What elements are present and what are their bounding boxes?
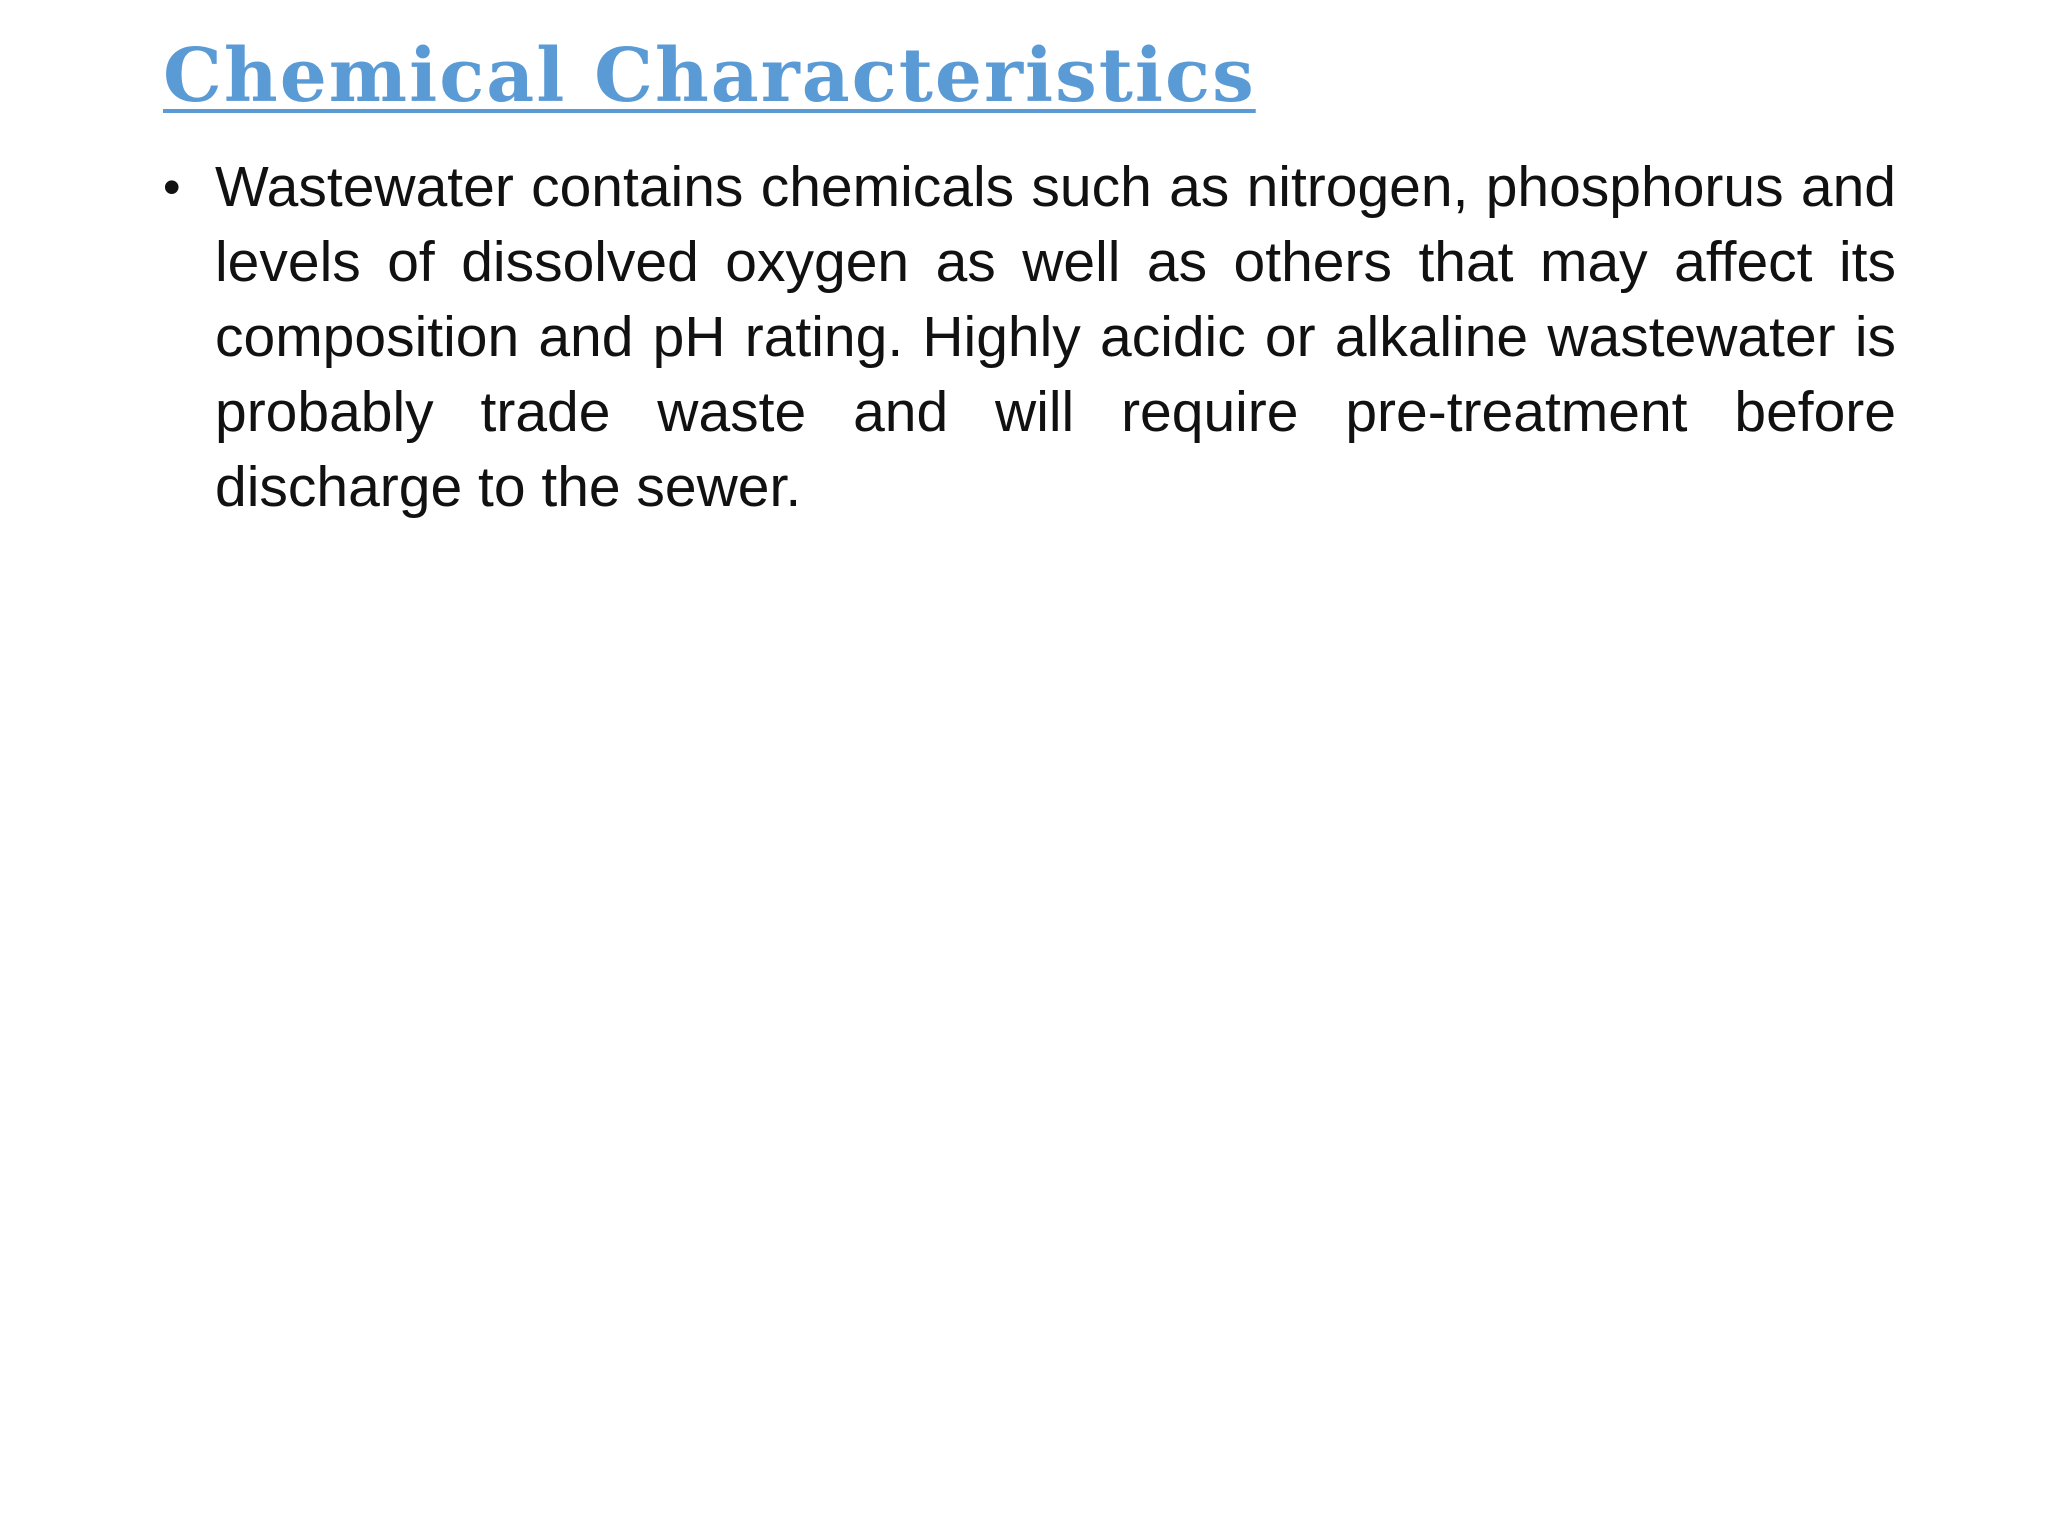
bullet-item (163, 150, 1896, 525)
bullet-dot-icon: • (163, 159, 181, 215)
bullet-text: Wastewater contains chemicals such as nitrogen, phosphorus and levels of dissolved oxygen as well as others that may affect its composition and pH rating. Highly acidic or alkaline wastewater is probably trade waste and will require pre-treatment before discharge to the sewer. (215, 155, 1896, 519)
bullet-list (163, 150, 1896, 525)
slide-title: Chemical Characteristics (163, 33, 1256, 119)
